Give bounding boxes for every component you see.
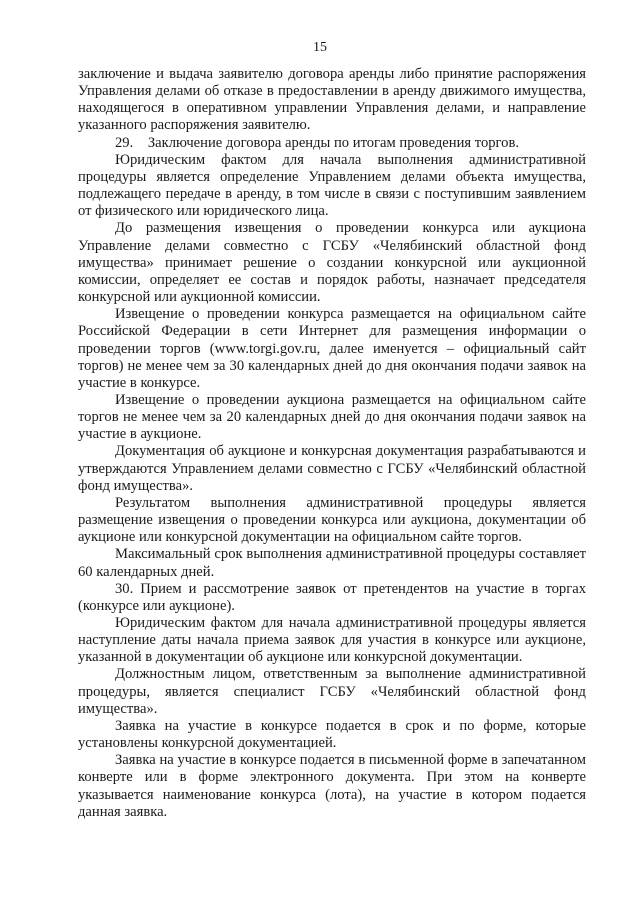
paragraph-section-30-heading: 30. Прием и рассмотрение заявок от претендентов на участие в торгах (конкурсе или аукционе). (78, 580, 586, 614)
paragraph: Результатом выполнения административной процедуры является размещение извещения о проведении конкурса или аукциона, документации об аукционе или конкурсной документации на официальном сайте торгов. (78, 494, 586, 546)
paragraph: Извещение о проведении аукциона размещается на официальном сайте торгов не менее чем за 20 календарных дней до дня окончания подачи заявок на участие в аукционе. (78, 391, 586, 443)
paragraph: Документация об аукционе и конкурсная документация разрабатываются и утверждаются Управлением делами совместно с ГСБУ «Челябинский областной фонд имущества». (78, 443, 586, 494)
paragraph: Заявка на участие в конкурсе подается в письменной форме в запечатанном конверте или в форме электронного документа. При этом на конверте указывается наименование конкурса (лота), на участие в котором подается данная заявка. (78, 752, 586, 820)
paragraph: Юридическим фактом для начала административной процедуры является наступление даты начала приема заявок для участия в конкурсе или аукционе, указанной в документации об аукционе или конкурсной документации. (78, 615, 586, 666)
paragraph: До размещения извещения о проведении конкурса или аукциона Управление делами совместно с ГСБУ «Челябинский областной фонд имущества» принимает решение о создании конкурсной или аукционной комиссии, определяет ее состав и порядок работы, назначает председателя конкурсной или аукционной комиссии. (78, 220, 586, 306)
paragraph: Извещение о проведении конкурса размещается на официальном сайте Российской Федерации в сети Интернет для размещения информации о проведении торгов (www.torgi.gov.ru, далее именуется – официальный сайт торгов) не менее чем за 30 календарных дней до дня окончания подачи заявок на участие в конкурсе. (78, 306, 586, 391)
page-number: 15 (313, 40, 327, 55)
paragraph-section-29-heading: 29. Заключение договора аренды по итогам проведения торгов. (115, 134, 520, 151)
paragraph-continuation: заключение и выдача заявителю договора аренды либо принятие распоряжения Управления делами об отказе в предоставлении в аренду движимого имущества, находящегося в оперативном управлении Управления делами, и направление указанного распоряжения заявителю. (78, 66, 586, 134)
paragraph: Заявка на участие в конкурсе подается в срок и по форме, которые установлены конкурсной документацией. (78, 717, 586, 752)
document-body (78, 66, 586, 821)
paragraph: Юридическим фактом для начала выполнения административной процедуры является определение Управлением делами объекта имущества, подлежащего передаче в аренду, в том числе в связи с поступившим заявлением от физического или юридического лица. (78, 151, 586, 220)
paragraph: Должностным лицом, ответственным за выполнение административной процедуры, является специалист ГСБУ «Челябинский областной фонд имущества». (78, 666, 586, 717)
paragraph: Максимальный срок выполнения административной процедуры составляет 60 календарных дней. (78, 546, 586, 580)
